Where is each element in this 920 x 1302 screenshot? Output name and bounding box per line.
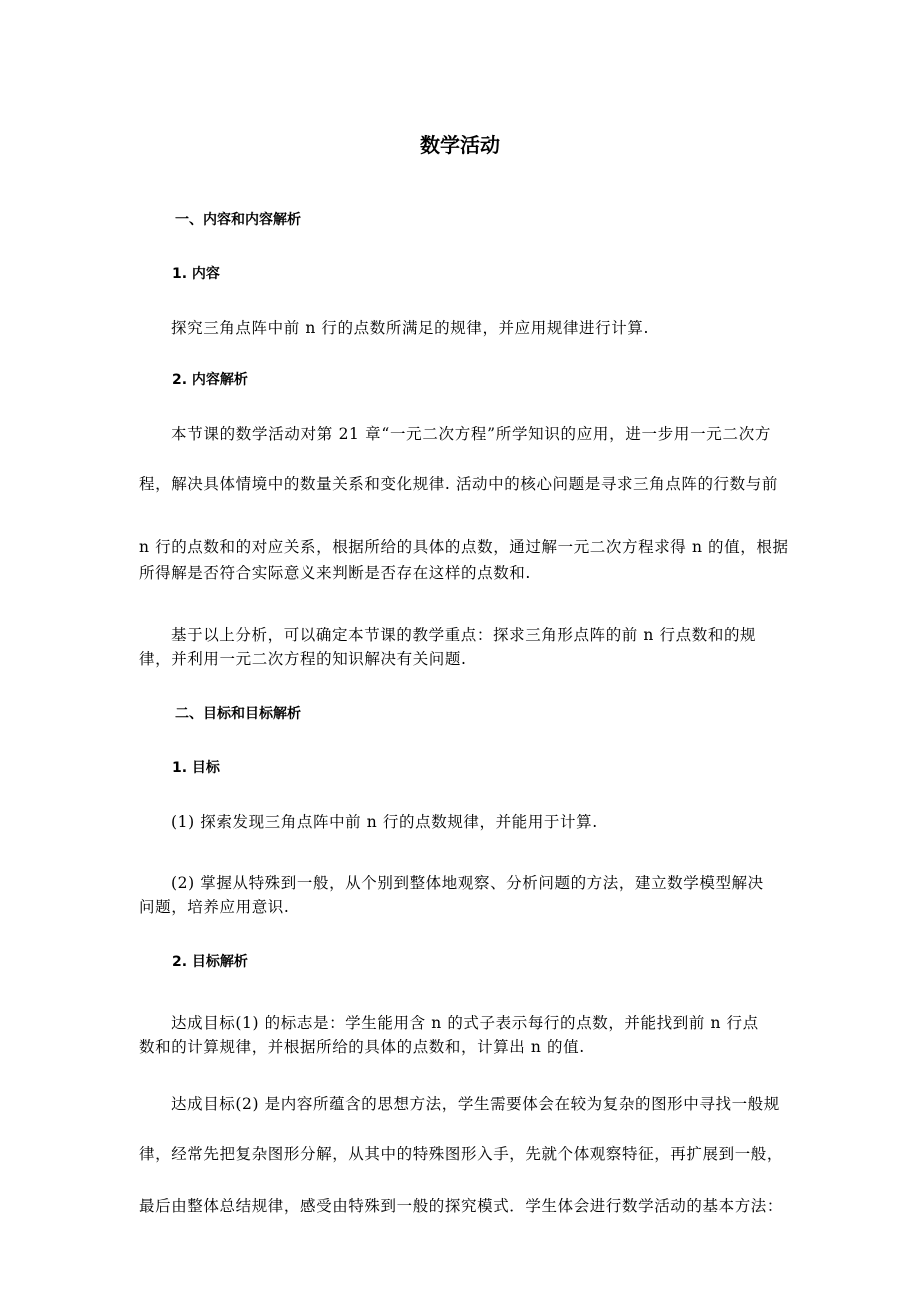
teaching-focus-paragraph: 基于以上分析，可以确定本节课的教学重点：探求三角形点阵的前 n 行点数和的规律，并利用一元二次方程的知识解决有关问题. (139, 626, 757, 668)
section-heading-goals: 二、目标和目标解析 (175, 706, 301, 722)
content-analysis-line-2: 程，解决具体情境中的数量关系和变化规律. 活动中的核心问题是寻求三角点阵的行数与前 (139, 475, 778, 493)
content-paragraph: 探究三角点阵中前 n 行的点数所满足的规律，并应用规律进行计算. (171, 319, 649, 337)
content-analysis-line-3: n 行的点数和的对应关系，根据所给的具体的点数，通过解一元二次方程求得 n 的值，根据 (139, 538, 789, 556)
goal-item-1: (1) 探索发现三角点阵中前 n 行的点数规律，并能用于计算. (171, 813, 598, 831)
subheading-content: 1. 内容 (172, 266, 220, 282)
section-heading-content: 一、内容和内容解析 (175, 212, 301, 228)
goal-analysis-line-3: 最后由整体总结规律，感受由特殊到一般的探究模式．学生体会进行数学活动的基本方法： (139, 1197, 784, 1215)
goal-analysis-line-2: 律，经常先把复杂图形分解，从其中的特殊图形入手，先就个体观察特征，再扩展到一般， (139, 1145, 784, 1163)
content-analysis-line-4: 所得解是否符合实际意义来判断是否存在这样的点数和. (139, 564, 531, 582)
content-analysis-line-1: 本节课的数学活动对第 21 章“一元二次方程”所学知识的应用，进一步用一元二次方 (171, 425, 771, 443)
goal-analysis-line-1: 达成目标(2) 是内容所蕴含的思想方法，学生需要体会在较为复杂的图形中寻找一般规 (171, 1095, 780, 1113)
goal-analysis-paragraph-1: 达成目标(1) 的标志是：学生能用含 n 的式子表示每行的点数，并能找到前 n 行点数和的计算规律，并根据所给的具体的点数和，计算出 n 的值. (139, 1014, 759, 1056)
goal-item-2: (2) 掌握从特殊到一般，从个别到整体地观察、分析问题的方法，建立数学模型解决问题，培养应用意识. (139, 874, 764, 916)
subheading-content-analysis: 2. 内容解析 (172, 372, 248, 388)
page-title: 数学活动 (420, 133, 500, 157)
subheading-goal-analysis: 2. 目标解析 (172, 954, 248, 970)
subheading-goals: 1. 目标 (172, 760, 220, 776)
